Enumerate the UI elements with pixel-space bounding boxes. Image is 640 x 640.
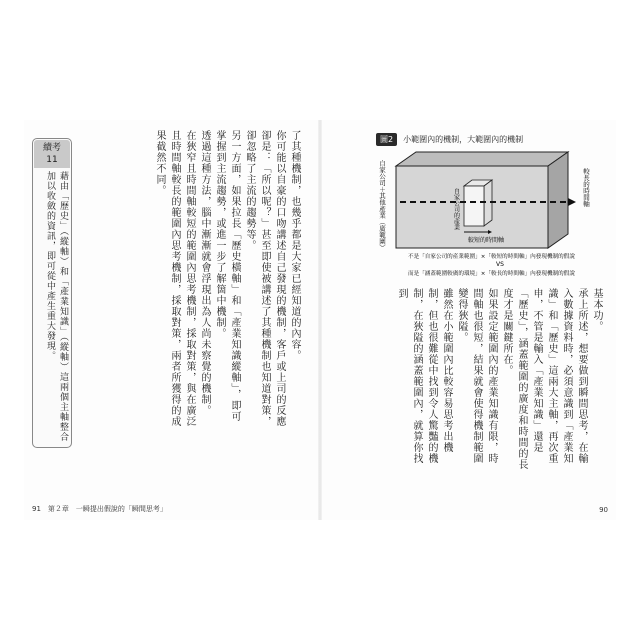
right-page <box>320 120 616 520</box>
sidebar-tag-label: 續考 <box>42 143 61 153</box>
sidebar-text: 藉由「歷史」（縱軸）和「產業知識」（縱軸）這兩個主軸整合加以收斂的資訊，即可從中產生重大發現。 <box>45 171 68 442</box>
figure-header <box>376 132 523 146</box>
right-axis-label: 較長的時間軸 <box>582 168 590 207</box>
sidebar-tag <box>34 140 70 168</box>
inner-vertical-label: 自家公司的產業 <box>452 188 460 230</box>
figure-badge: 圖2 <box>376 133 397 146</box>
sidebar-tag-number: 11 <box>46 155 58 165</box>
figure-title: 小範圍內的機制，大範圍內的機制 <box>403 134 524 144</box>
right-page-folio: 90 <box>599 506 608 514</box>
left-page <box>24 120 320 520</box>
caption-line2: 而是「涵蓋範圍較廣的環境」×「較長的時間軸」內發現機制的假說 <box>408 271 575 277</box>
left-page-folio: 91 第２章 一瞬提出假說的「瞬間思考」 <box>32 505 167 513</box>
figure-diagram <box>372 146 612 278</box>
time-axis-arrowhead <box>568 198 576 206</box>
caption-vs: VS <box>496 261 504 268</box>
caption-line1: 不是「自家公司的產業範圍」×「較短的時間軸」內發現機制的假說 <box>408 254 575 260</box>
left-page-body-text: 了其種機制，也幾乎都是大家已經知道的內容。 你可能以自豪的口吻講述自己發現的機制，客戶或上司的反應卻是：「所以呢？」甚至即使被講述了其種機制也知道對策，卻忽略了主流的趨勢等。 另一方面，如果拉長「歷史橫軸」和「產業知識縱軸」，即可掌握到主流趨勢，或進一步了解箇中機制。 透過這種方法，腦中漸漸就會浮現出為人尚未察覺的機制。 在狹窄且時間軸較短的範圍內思考機制，採取對策，與在廣泛且時間軸較長的範圍內思考機制，採取對策，兩者所獲得的成果截然不同。 <box>154 130 300 427</box>
inner-box <box>464 180 492 226</box>
outer-vertical-label: 自家公司＋其他產業（廣範圍） <box>378 160 386 251</box>
book-spread <box>24 120 616 520</box>
bottom-axis-label: 較短的時間軸 <box>468 237 505 244</box>
right-page-body-text: 基本功。 承上所述，想要做到瞬間思考，在輸入數據資料時，必須意識到「產業知識」和「歷史」這兩大主軸，再次重申，不管是輸入「產業知識」還是「歷史」，涵蓋範圍的廣度和時間的長度才是關鍵所在。 如果設定範圍內的產業知識有限，時間軸也很短，結果就會使得機制範圍變得狹隘。 雖然在小範圍內比較容易思考出機制，但也很難從中找到令人驚豔的機制，在狹隘的涵蓋範圍內，就算你找到 <box>396 288 602 470</box>
sidebar-note-box <box>32 138 72 448</box>
